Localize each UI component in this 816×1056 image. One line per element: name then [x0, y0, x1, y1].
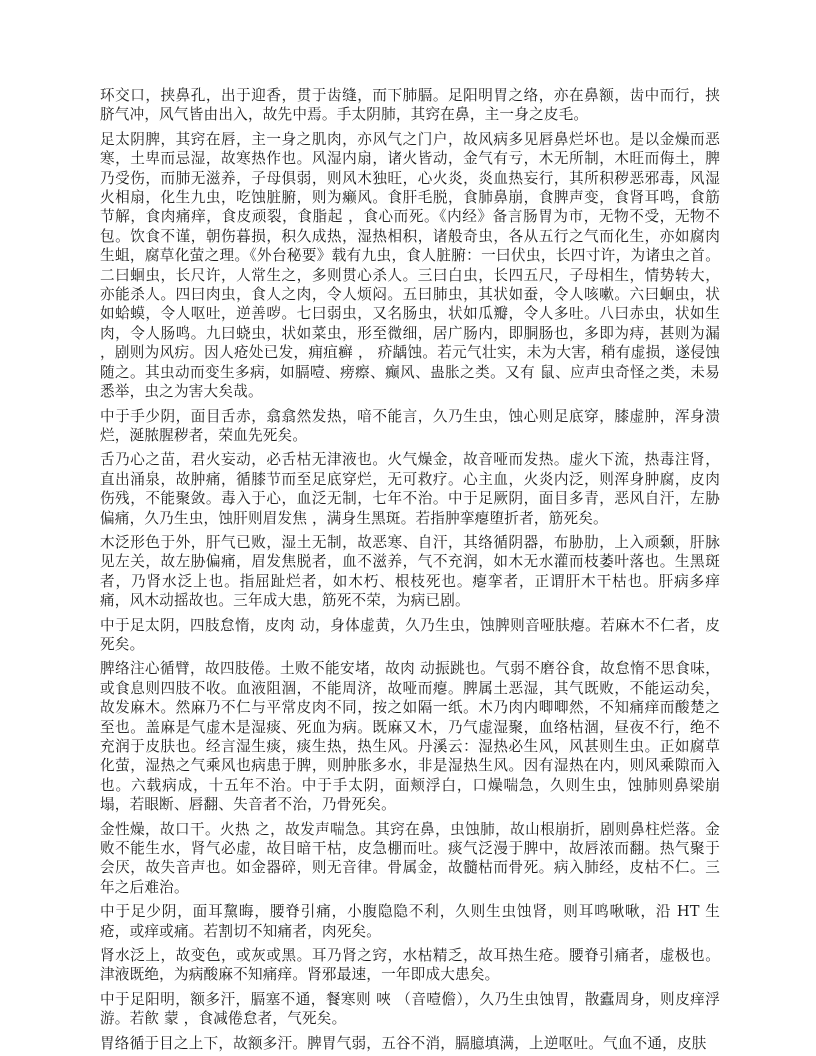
paragraph-stomach-collateral: 胃络循于目之上下，故额多汗。脾胃气弱，五谷不消，膈臆填满，上逆呕吐。气血不通，皮肤 [100, 1034, 707, 1052]
paragraph-spleen-numbness: 脾络注心循臂，故四肢倦。土败不能安堵，故肉 动振跳也。气弱不磨谷食，故怠惰不思食味，或食息则四肢不收。血液阻涸，不能周济，故哑而瘪。脾属土恶湿，其气既败，不能运动矣，故发麻木。然麻乃不仁与平常皮肉不同，按之如隔一纸。木乃肉内唧唧然，不知痛痒而酸楚之至也。盖麻是气虚木是湿痰、死血为病。既麻又木，乃气虚湿聚，血络枯涸，昼夜不行，绝不充润于皮肤也。经言湿生痰，痰生热，热生风。丹溪云：湿热必生风，风甚则生虫。正如腐草化萤，湿热之气乘风也病患于脾，则肿胀多水，非是湿热生风。因有湿热在内，则风乘隙而入也。六载病成，十五年不治。中于手太阴，面颊浮白，口燥喘急，久则生虫，蚀肺则鼻梁崩塌，若眼断、唇翻、失音者不治，乃骨死矣。 [100, 660, 720, 814]
paragraph-foot-taiyin: 中于足太阴，四肢怠惰，皮肉 动，身体虚黄，久乃生虫，蚀脾则音哑肤瘪。若麻木不仁者，皮死矣。 [100, 616, 720, 653]
paragraph-foot-yangming: 中于足阳明，额多汗，膈塞不通，餐寒则 唊 （音噎儋），久乃生虫蚀胃，散蠹周身，则皮痒浮游。若飮 蒙 ，食减倦怠者，气死矣。 [100, 990, 720, 1028]
paragraph-tongue-heart: 舌乃心之苗，君火妄动，必舌枯无津液也。火气燥金，故音哑而发热。虚火下流，热毒注肾，直出涌泉，故肿痛，循膝节而至足底穿烂，无可救疗。心主血，火炎内泛，则浑身肿腐，皮肉伤残，不能聚敛。毒入于心，血泛无制，七年不治。中于足厥阴，面目多青，恶风自汗，左胁偏痛，久乃生虫，蚀肝则眉发焦 ，满身生黑斑。若指肿挛瘪堕折者，筋死矣。 [100, 451, 720, 527]
paragraph-hand-shaoyin: 中于手少阴，面目舌赤，翕翕然发热，喑不能言，久乃生虫，蚀心则足底穿，膝虚肿，浑身溃烂，涎脓腥秽者，荣血先死矣。 [100, 407, 720, 444]
paragraph-metal-dryness: 金性燥，故口干。火热 之，故发声喘急。其窍在鼻，虫蚀肺，故山根崩折，剧则鼻柱烂落。金败不能生水，肾气必虚，故目暗干枯，皮急棚而吐。痰气泛漫于脾中，故唇浓而翻。热气聚于会厌，故失音声也。如金器碎，则无音律。骨属金，故髓枯而骨死。病入肺经，皮枯不仁。三年之后难治。 [100, 820, 720, 896]
paragraph-liver-wood: 木泛形色于外，肝气已败，湿土无制，故恶寒、自汗，其络循阴器，布胁肋，上入顽颡，肝脉见左关，故左胁偏痛，眉发焦脱者，血不滋养，气不充润，如木无水灌而枝萎叶落也。生黑斑者，乃肾水泛上也。指屈趾烂者，如木朽、根枝死也。瘪挛者，正谓肝木干枯也。肝病多痒痛，风木动摇故也。三年成大患，筋死不荣，为病已剧。 [100, 533, 720, 610]
paragraph-foot-shaoyin: 中于足少阴，面耳黧晦，腰脊引痛，小腹隐隐不利，久则生虫蚀肾，则耳鸣啾啾，沿 HT 生疮，或痒或痛。若割切不知痛者，肉死矣。 [100, 903, 720, 940]
paragraph-kidney-water: 肾水泛上，故变色，或灰或黑。耳乃肾之窍，水枯精乏，故耳热生疮。腰脊引痛者，虚极也。津液既绝，为病酸麻不知痛痒。肾邪最速，一年即成大患矣。 [100, 947, 720, 984]
paragraph-spleen-nine-worms: 足太阴脾，其窍在唇，主一身之肌肉，亦风气之门户，故风病多见唇鼻烂坏也。是以金燥而恶寒，土卑而忌湿，故寒热作也。风湿内扇，诸火皆动，金气有亏，木无所制，木旺而侮土，脾乃受伤，而肺无滋养，子母俱弱，则风木独旺，心火炎，炎血热妄行，其所积秽恶邪毒，风湿火相扇，化生九虫，吃蚀脏腑，则为癞风。食肝毛脱，食肺鼻崩，食脾声变，食肾耳鸣，食筋节解，食肉痛痒，食皮顽裂，食脂起 ，食心而死。《内经》备言肠胃为市，无物不受，无物不包。饮食不谨，朝伤暮损，积久成热，湿热相积，诸般奇虫，各从五行之气而化生，亦如腐肉生蛆，腐草化萤之理。《外台秘要》载有九虫，食人脏腑：一曰伏虫，长四寸许，为诸虫之首。二曰蛔虫，长尺许，人常生之，多则贯心杀人。三曰白虫，长四五尺，子母相生，情势转大，亦能杀人。四曰肉虫，食人之肉，令人烦闷。五曰肺虫，其状如蚕，令人咳嗽。六曰蛔虫，状如蛤蟆，令人呕吐，逆善哕。七曰弱虫，又名肠虫，状如瓜瓣，令人多吐。八曰赤虫，状如生肉，令人肠鸣。九曰蛲虫，状如菜虫，形至微细，居广肠内，即胴肠也，多即为痔，甚则为漏 ，剧则为风疠。因人疮处已发，痈疽癣 ， 疥龋蚀。若元气壮实，未为大害，稍有虚损，遂侵蚀随之。其虫动而变生多病，如膈噎、痨瘵、癫风、蛊胀之类。又有 鼠、应声虫奇怪之类，未易悉举，虫之为害大矣哉。 [100, 130, 720, 401]
paragraph-meridian-nose: 环交口，挟鼻孔，出于迎香，贯于齿缝，而下肺膈。足阳明胃之络，亦在鼻额，齿中而行，挟脐气冲，风气皆由出入，故先中焉。手太阴肺，其窍在鼻，主一身之皮毛。 [100, 87, 720, 124]
document-text-block [100, 86, 720, 1053]
